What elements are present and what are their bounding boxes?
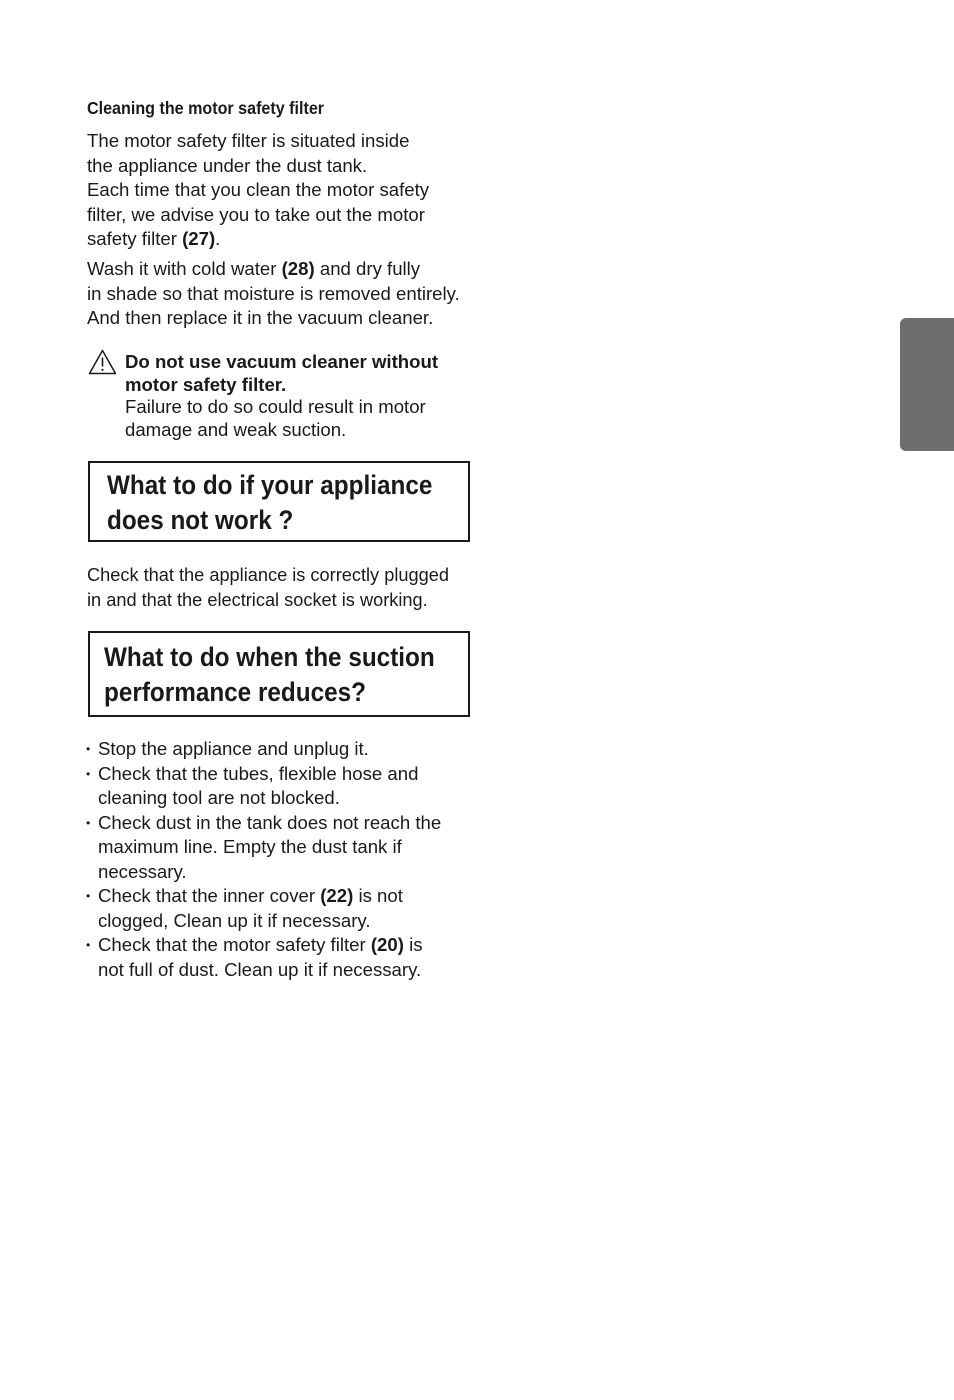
paragraph-check-plug: Check that the appliance is correctly plugged in and that the electrical socket is working. bbox=[87, 565, 449, 610]
warning-triangle-icon bbox=[88, 349, 117, 375]
section-title-suction-reduces: What to do when the suction performance reduces? bbox=[104, 642, 435, 707]
section-title-not-working: What to do if your appliance does not work ? bbox=[107, 470, 433, 535]
list-item: • Check dust in the tank does not reach the maximum line. Empty the dust tank if necessary. bbox=[87, 811, 441, 885]
list-item: • Check that the inner cover (22) is not clogged, Clean up it if necessary. bbox=[87, 884, 441, 933]
figure-reference: (27) bbox=[182, 228, 216, 249]
paragraph-filter-location: The motor safety filter is situated inside the appliance under the dust tank. Each time that you clean the motor safety filter, we advise you to take out the motor safety filter (27). bbox=[87, 130, 430, 249]
warning-text: Do not use vacuum cleaner without motor safety filter. Failure to do so could result in motor damage and weak suction. bbox=[125, 351, 439, 440]
figure-reference: (20) bbox=[370, 934, 404, 955]
page-edge-tab bbox=[900, 318, 954, 451]
section-heading-motor-filter: Cleaning the motor safety filter bbox=[87, 98, 325, 118]
list-item: • Stop the appliance and unplug it. bbox=[87, 737, 441, 762]
troubleshooting-list bbox=[87, 737, 441, 982]
heading-box-suction-reduces bbox=[88, 631, 470, 717]
figure-reference: (28) bbox=[281, 258, 315, 279]
list-item: • Check that the motor safety filter (20) is not full of dust. Clean up it if necessary. bbox=[87, 933, 441, 982]
figure-reference: (22) bbox=[320, 885, 354, 906]
list-item: • Check that the tubes, flexible hose and cleaning tool are not blocked. bbox=[87, 762, 441, 811]
heading-box-not-working bbox=[88, 461, 470, 542]
paragraph-wash-instructions: Wash it with cold water (28) and dry fully in shade so that moisture is removed entirely. And then replace it in the vacuum cleaner. bbox=[87, 258, 460, 328]
